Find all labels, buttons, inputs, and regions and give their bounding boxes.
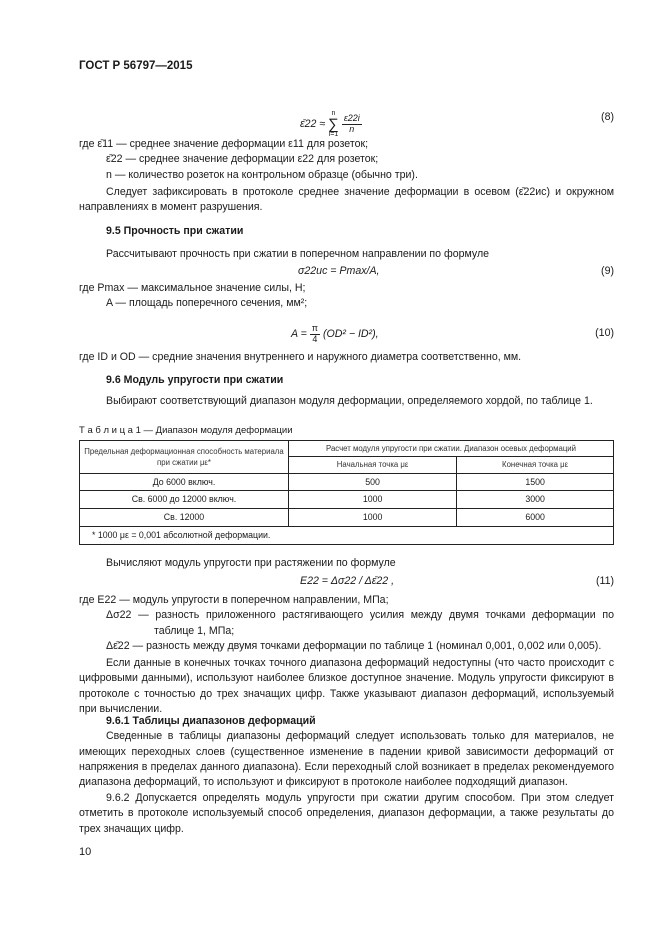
definition-line: Δσ22 — разность приложенного растягивающего усилия между двумя точками деформации по таблице 1, МПа;: [106, 609, 614, 637]
table-row: [80, 509, 614, 527]
definition-line: где ID и OD — средние значения внутреннего и наружного диаметра соответственно, мм.: [79, 351, 522, 363]
fraction-numerator: π: [311, 323, 318, 333]
formula-10-expression: [291, 324, 379, 345]
section-title: 9.5 Прочность при сжатии: [106, 225, 244, 237]
table-header-row: [80, 441, 614, 457]
formula-10-definition: [79, 350, 614, 365]
formula-8-sum: [328, 110, 339, 139]
formula-10-number: (10): [595, 327, 614, 339]
cell-range: До 6000 включ.: [80, 473, 289, 491]
formula-10: [79, 320, 614, 350]
section-intro: Рассчитывают прочность при сжатии в поперечном направлении по формуле: [106, 248, 490, 261]
table-caption: Т а б л и ц а 1 — Диапазон модуля деформации: [79, 425, 293, 436]
column-header-strain-capacity: Предельная деформационная способность материала при сжатии με*: [80, 441, 289, 474]
fraction-denominator: n: [349, 123, 355, 134]
cell-end: 1500: [457, 473, 614, 491]
formula-8-definitions: [79, 137, 614, 216]
definition-line: где Pmax — максимальное значение силы, Н;: [79, 282, 306, 294]
column-header-strain-range: Расчет модуля упругости при сжатии. Диапазон осевых деформаций: [289, 441, 614, 457]
formula-8-fraction: [342, 114, 362, 135]
cell-range: Св. 12000: [80, 509, 289, 527]
standard-header: ГОСТ Р 56797—2015: [79, 60, 193, 72]
paragraph: Сведенные в таблицы диапазоны деформаций следует использовать только для материалов, не имеющих переходных слоев (существенное изменение в падении кривой зависимости деформаций от напряжения в пределах данного диапазона). Если переходный слой возникает в пределах рекомендуемого диапазона деформаций, то используют и фиксируют в протоколе наиболее подходящий диапазон.: [79, 730, 614, 789]
column-header-end-point: Конечная точка με: [457, 457, 614, 473]
sum-symbol: ∑: [328, 115, 339, 133]
definition-line: где ε̄11 — среднее значение деформации ε11 для розеток;: [79, 138, 369, 150]
formula-9-expression: σ22ис = Pmax/A,: [298, 265, 380, 277]
section-intro: Выбирают соответствующий диапазон модуля деформации, определяемого хордой, по таблице 1.: [106, 395, 593, 408]
sum-bottom: i=1: [328, 131, 339, 139]
formula-9-number: (9): [601, 265, 614, 277]
definition-line: Δε̄22 — разность между двумя точками деформации по таблице 1 (номинал 0,001, 0,002 или 0,005).: [106, 640, 602, 653]
formula-10-fraction: [310, 324, 320, 345]
formula-11-number: (11): [595, 575, 614, 587]
paragraph-record: Следует зафиксировать в протоколе среднее значение деформации в осевом (ε̄22ис) и окружном направлениях в момент разрушения.: [79, 186, 614, 214]
column-header-start-point: Начальная точка με: [289, 457, 457, 473]
section-9-6: [79, 373, 614, 410]
paragraph: Если данные в конечных точках точного диапазона деформаций недоступны (что часто происходит с цифровыми данными), используют наиболее близкое доступное значение. Модуль упругости фиксируют в протоколе с точностью до трех значащих цифр. Также указывают диапазон деформаций, используемый при вычислении.: [79, 657, 614, 716]
fraction-denominator: 4: [312, 333, 318, 344]
section-9-6-1: [79, 714, 614, 837]
cell-end: 6000: [457, 509, 614, 527]
sum-top: n: [331, 110, 336, 117]
section-title: 9.6 Модуль упругости при сжатии: [106, 374, 284, 386]
section-9-5: [79, 224, 614, 263]
paragraph-no-data: [79, 656, 614, 717]
formula-8-number: (8): [601, 111, 614, 123]
paragraph-9-6-2: 9.6.2 Допускается определять модуль упругости при сжатии другим способом. При этом следует отметить в протоколе используемый способ определения, диапазон деформации, а также результаты до трех значащих цифр.: [79, 791, 614, 835]
formula-8-lhs: ε̄22 ≈: [300, 118, 326, 131]
paragraph: Вычисляют модуль упругости при растяжении по формуле: [106, 557, 396, 569]
definition-line: n — количество розеток на контрольном образце (обычно три).: [106, 168, 418, 181]
definition-line: где E22 — модуль упругости в поперечном направлении, МПа;: [79, 594, 389, 606]
table-row: [80, 473, 614, 491]
table-footnote-row: [80, 526, 614, 544]
formula-10-rhs: (OD² − ID²),: [322, 328, 379, 341]
fraction-numerator: ε22i: [343, 113, 360, 124]
formula-10-lhs: A =: [291, 328, 307, 341]
page-number: 10: [79, 846, 92, 858]
cell-start: 1000: [289, 491, 457, 509]
definition-line: ε̄22 — среднее значение деформации ε22 для розеток;: [106, 153, 379, 166]
cell-start: 1000: [289, 509, 457, 527]
cell-end: 3000: [457, 491, 614, 509]
table-footnote: * 1000 με = 0,001 абсолютной деформации.: [80, 526, 614, 544]
formula-11-intro: [79, 556, 614, 571]
section-title: 9.6.1 Таблицы диапазонов деформаций: [106, 715, 316, 727]
table-row: [80, 491, 614, 509]
strain-range-table: [79, 440, 614, 545]
formula-11-expression: E22 = Δσ22 / Δε̄22 ,: [300, 575, 395, 587]
cell-range: Св. 6000 до 12000 включ.: [80, 491, 289, 509]
formula-11-definitions: [79, 593, 614, 654]
formula-8: [79, 102, 614, 139]
formula-8-expression: [300, 110, 362, 139]
definition-line: A — площадь поперечного сечения, мм²;: [106, 297, 308, 310]
formula-9-definitions: [79, 281, 614, 312]
cell-start: 500: [289, 473, 457, 491]
